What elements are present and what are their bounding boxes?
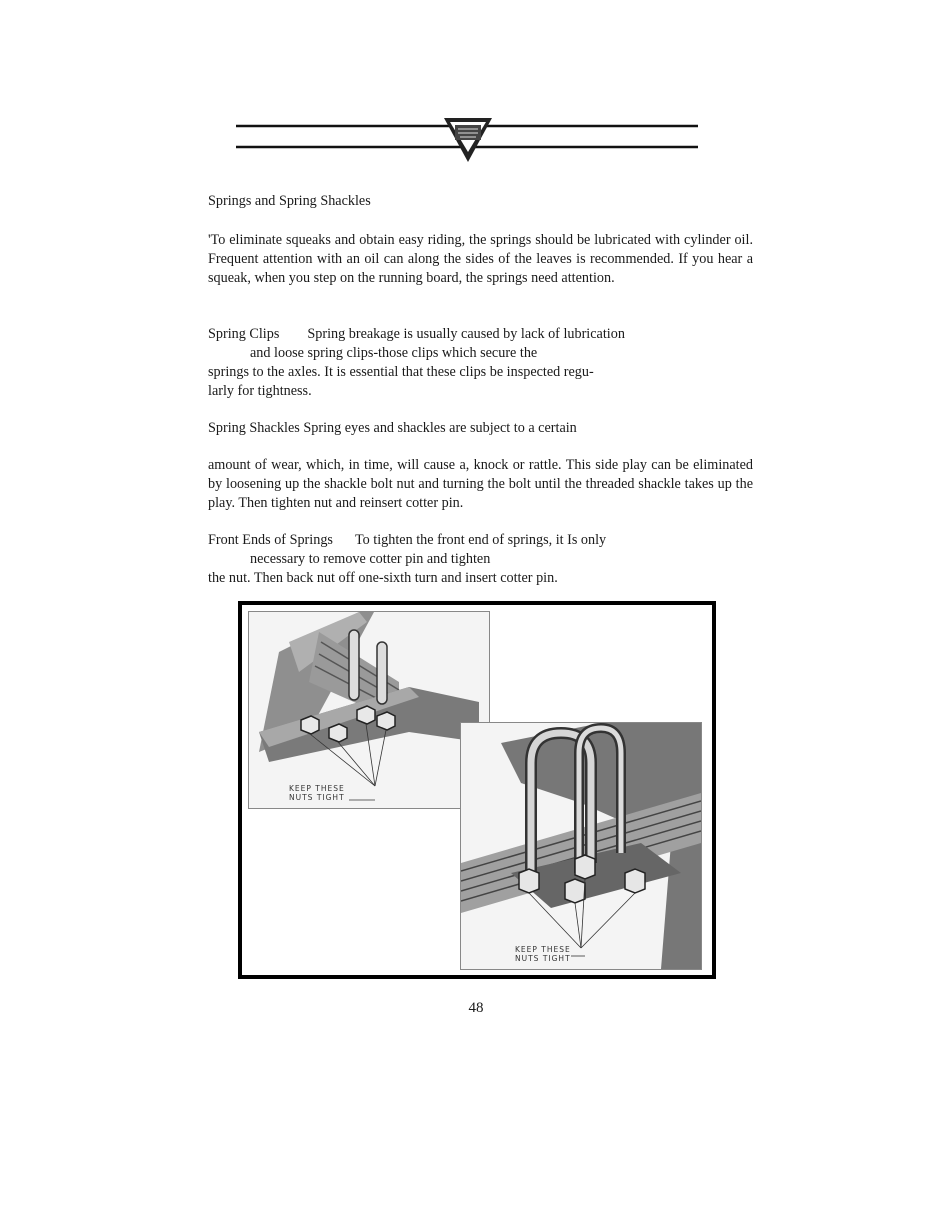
front-ends-heading: Front Ends of Springs [208, 532, 333, 548]
page-number: 48 [468, 1000, 484, 1016]
front-ends-line-3: the nut. Then back nut off one-sixth turn and insert cotter pin. [208, 570, 558, 586]
rear-spring-illustration [249, 612, 489, 808]
spring-clips-heading: Spring Clips [208, 326, 280, 342]
spring-clips-line-2: and loose spring clips-those clips which secure the [250, 345, 538, 361]
spring-clips-line-4: larly for tightness. [208, 383, 312, 399]
spring-shackles-paragraph: amount of wear, which, in time, will cause a, knock or rattle. This side play can be eliminated by loosening up the shackle bolt nut and turning the bolt until the threaded shackle takes up the play. Then tighten nut and reinsert cotter pin. [208, 457, 753, 511]
front-ends-line-2: necessary to remove cotter pin and tighten [250, 551, 491, 567]
header-ornament [236, 116, 698, 166]
front-ends-block [208, 531, 753, 588]
intro-paragraph: 'To eliminate squeaks and obtain easy riding, the springs should be lubricated with cylinder oil. Frequent attention with an oil can along the sides of the leaves is recommended. If you hear a squeak, when you step on the running board, the springs need attention. [208, 232, 753, 286]
figure-panel-front-spring [460, 722, 702, 970]
spring-shackles-line [208, 419, 753, 438]
panel-a-caption-line-1: KEEP THESE [289, 784, 345, 793]
spring-clip-figure [238, 601, 716, 979]
spring-shackles-line-1: Spring eyes and shackles are subject to a certain [303, 420, 577, 436]
spring-clips-block [208, 325, 753, 401]
spring-shackles-heading: Spring Shackles [208, 420, 300, 436]
panel-b-caption-line-2: NUTS TIGHT [515, 954, 571, 963]
front-spring-illustration [461, 723, 701, 969]
spring-clips-line-3: springs to the axles. It is essential that these clips be inspected regu- [208, 364, 594, 380]
figure-panel-rear-spring [248, 611, 490, 809]
section-title: Springs and Spring Shackles [208, 193, 371, 209]
spring-clips-line-1: Spring breakage is usually caused by lack of lubrication [307, 326, 625, 342]
panel-b-caption-line-1: KEEP THESE [515, 945, 571, 954]
panel-a-caption-line-2: NUTS TIGHT [289, 793, 345, 802]
front-ends-line-1: To tighten the front end of springs, it Is only [354, 532, 607, 548]
